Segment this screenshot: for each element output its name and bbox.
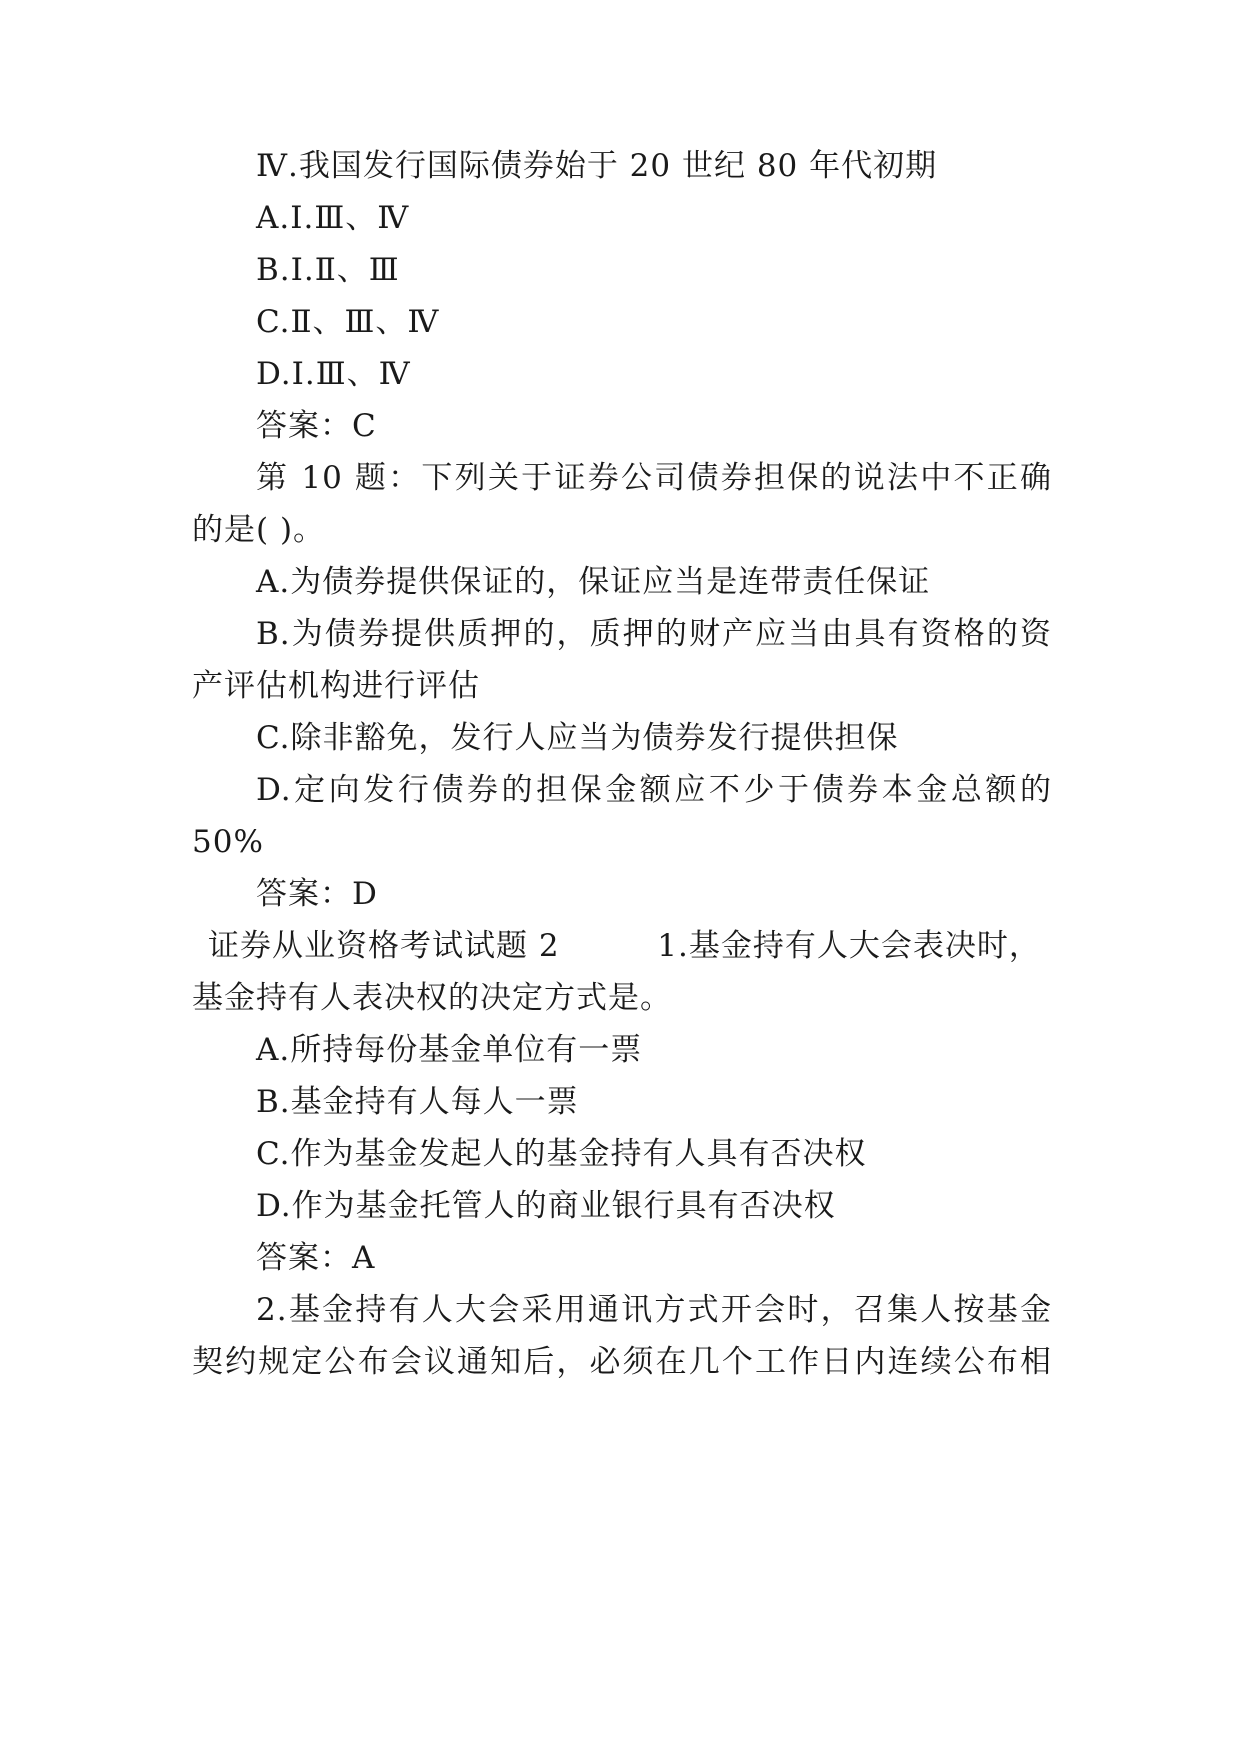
s2-q1-option-c: C.作为基金发起人的基金持有人具有否决权	[256, 1136, 867, 1172]
q10-question-line1: 第 10 题：下列关于证券公司债券担保的说法中不正确	[256, 460, 1052, 496]
section2-heading-line1: 证券从业资格考试试题 2 1.基金持有人大会表决时，	[208, 928, 1041, 964]
section2-heading-line2: 基金持有人表决权的决定方式是。	[192, 980, 672, 1016]
q10-question-line2: 的是( )。	[192, 512, 326, 548]
q9-statement-iv: Ⅳ.我国发行国际债券始于 20 世纪 80 年代初期	[256, 148, 938, 184]
s2-q1-option-d: D.作为基金托管人的商业银行具有否决权	[256, 1188, 836, 1224]
q9-option-a: A.Ⅰ.Ⅲ、Ⅳ	[256, 200, 410, 236]
q10-option-b-line1: B.为债券提供质押的，质押的财产应当由具有资格的资	[256, 616, 1052, 652]
q9-answer: 答案：C	[256, 408, 377, 444]
q9-option-b: B.Ⅰ.Ⅱ、Ⅲ	[256, 252, 400, 288]
q10-option-d-line1: D.定向发行债券的担保金额应不少于债券本金总额的	[256, 772, 1052, 808]
q10-option-c: C.除非豁免，发行人应当为债券发行提供担保	[256, 720, 899, 756]
s2-q1-option-a: A.所持每份基金单位有一票	[256, 1032, 643, 1068]
q9-option-d: D.Ⅰ.Ⅲ、Ⅳ	[256, 356, 411, 392]
q9-option-c: C.Ⅱ、Ⅲ、Ⅳ	[256, 304, 440, 340]
q10-answer: 答案：D	[256, 876, 378, 912]
q10-option-b-line2: 产评估机构进行评估	[192, 668, 480, 704]
s2-q2-question-line2: 契约规定公布会议通知后，必须在几个工作日内连续公布相	[192, 1344, 1052, 1380]
q10-option-a: A.为债券提供保证的，保证应当是连带责任保证	[256, 564, 931, 600]
q10-option-d-line2: 50%	[192, 824, 264, 860]
s2-q2-question-line1: 2.基金持有人大会采用通讯方式开会时，召集人按基金	[256, 1292, 1052, 1328]
s2-q1-option-b: B.基金持有人每人一票	[256, 1084, 579, 1120]
s2-q1-answer: 答案：A	[256, 1240, 376, 1276]
